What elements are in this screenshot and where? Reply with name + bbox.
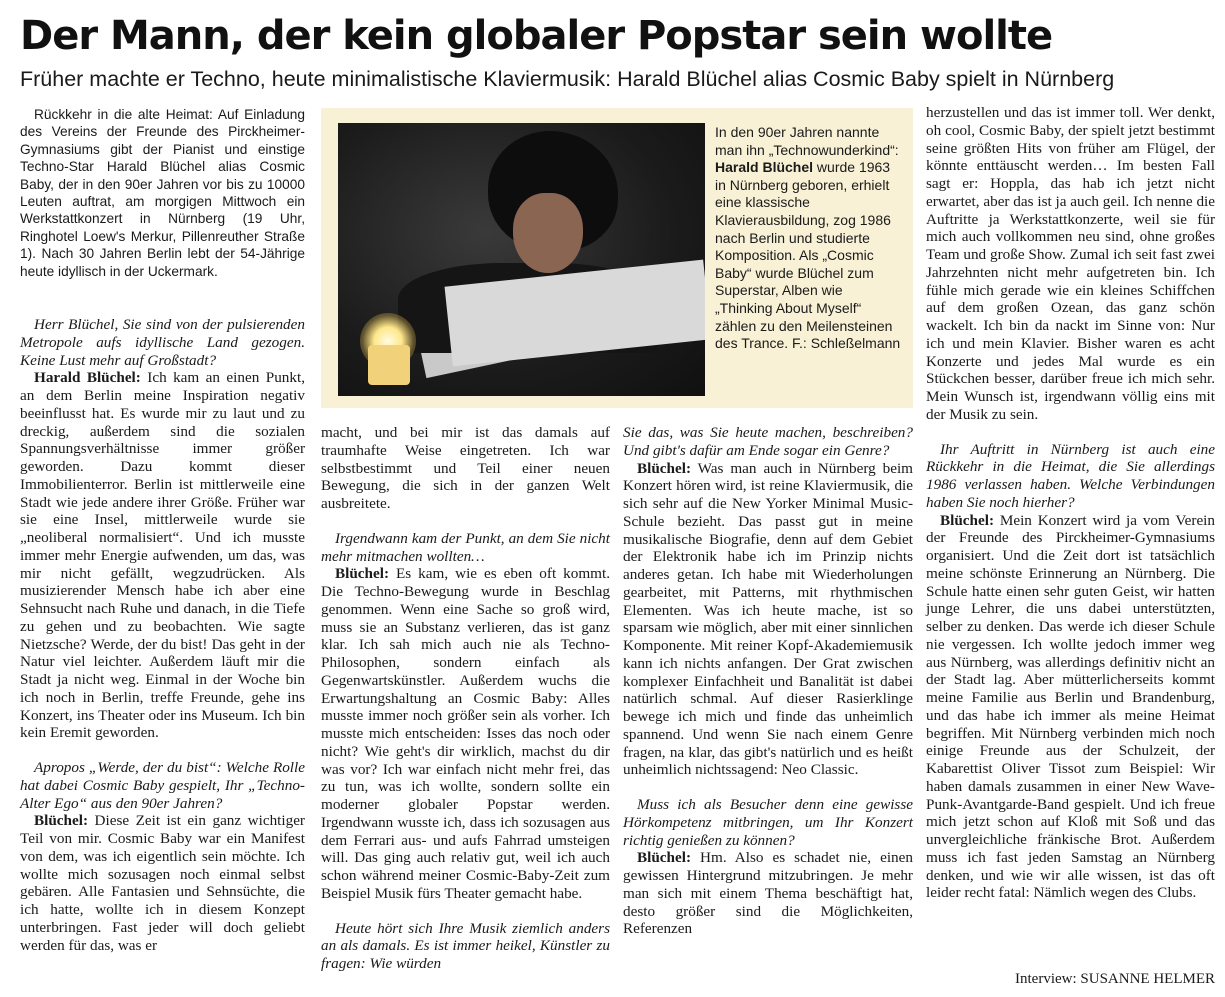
question-3: Irgendwann kam der Punkt, an dem Sie nicht mehr mitmachen wollten… (321, 529, 610, 565)
photo-pianist (338, 123, 705, 396)
caption-name: Harald Blüchel (715, 159, 814, 176)
interview-credit: Interview: SUSANNE HELMER (1015, 971, 1215, 987)
speaker-name: Blüchel: (335, 565, 390, 583)
column-4 (926, 104, 1215, 902)
question-4-continued: Sie das, was Sie heute machen, beschreiben? Und gibt's dafür am Ende sogar ein Genre? (623, 424, 913, 459)
answer-5-continued: herzustellen und das ist immer toll. Wer denkt, oh cool, Cosmic Baby, der spielt jetzt bestimmt seine größten Hits von früher am Flügel, der könnte enttäuscht werden… Im besten Fall sagt er: Hoppla, das hab ich jetzt nicht erwartet, aber das ist ja auch geil. Ich nenne die Auftritte ja Werkstattkonzerte, weil sie für mich auch vollkommen neu sind, ohne großes Team und große Show. Zumal ich seit fast zwei Jahrzehnten nicht mehr aufgetreten bin. Ich fühle mich gerade wie ein kleines Schiffchen auf dem großen Ozean, das ganz schön wackelt. Ich bin da nackt im Sinne von: Nur ich und mein Klavier. Bisher waren es acht Konzerte und jedes Mal wurde es ein Stückchen besser, darüber freue ich mich sehr. Mein Wunsch ist, irgendwann völlig eins mit der Musik zu sein. (926, 104, 1215, 423)
answer-3: Blüchel: Es kam, wie es eben oft kommt. Die Techno-Bewegung wurde in Beschlag genommen. Wenn eine Sache so groß wird, muss sie an Substanz verlieren, das ist ganz klar. Ich sah mich auch nie als Techno-Philosophen, sondern einfach als Gegenwartskünstler. Außerdem wuchs die Erwartungshaltung an Cosmic Baby: Alles musste immer noch größer sein als vorher. Ich musste mich entscheiden: Isses das noch oder nicht? Wie geht's dir wirklich, machst du dir was vor? Ich war einfach nicht mehr frei, das zu tun, was ich wollte, sondern sollte ein moderner globaler Popstar werden. Irgendwann wusste ich, dass ich sozusagen aus dem Ferrari aus- und aufs Fahrrad umsteigen will. Das ging auch relativ gut, weil ich auch schon während meiner Cosmic-Baby-Zeit zum Beispiel Musik fürs Theater gemacht habe. (321, 565, 610, 902)
subheadline: Früher machte er Techno, heute minimalistische Klaviermusik: Harald Blüchel alias Cosmic Baby spielt in Nürnberg (20, 67, 1115, 91)
intro-text (20, 106, 305, 280)
candle-icon (368, 345, 410, 385)
question-4: Heute hört sich Ihre Musik ziemlich anders an als damals. Es ist immer heikel, Künstler zu fragen: Wie würden (321, 919, 610, 972)
answer-1: Harald Blüchel: Ich kam an einen Punkt, an dem Berlin meine Inspiration negativ beeinflusst hat. Es wurde mir zu laut und zu dreckig, außerdem sind die sozialen Spannungsverhältnisse immer größer geworden. Dazu kommt dieser Immobilienterror. Berlin ist mittlerweile eine Stadt wie jede andere ihrer Größe. Früher war sie eine Insel, mittlerweile wurde sie „neoliberal normalisiert“. Und ich musste immer mehr Energie aufwenden, um das, was mir nicht gefällt, wegzudrücken. Als musizierender Mensch habe ich aber eine Sehnsucht nach Ruhe und danach, in die Tiefe zu gehen und zu beobachten. Wie sagte Nietzsche? Werde, der du bist! Das geht in der Natur viel leichter. Außerdem läuft mir die Stadt ja nicht weg. Einmal in der Woche bin ich noch in Berlin, treffe Freunde, gehe ins Konzert, ins Theater oder ins Museum. Ich bin kein Eremit geworden. (20, 369, 305, 742)
photo-caption: In den 90er Jahren nannte man ihn „Technowunderkind“: Harald Blüchel wurde 1963 in Nürnberg geboren, erhielt eine klassische Klavierausbildung, zog 1986 nach Berlin und studierte Komposition. Als „Cosmic Baby“ wurde Blüchel zum Superstar, Alben wie „Thinking About Myself“ zählen zu den Meilensteinen des Trance. F.: Schleßelmann (715, 124, 901, 352)
speaker-name: Blüchel: (637, 459, 692, 477)
speaker-name: Blüchel: (940, 511, 995, 529)
answer-2-continued: macht, und bei mir ist das damals auf traumhafte Weise eingetreten. Ich war selbstbestimmt und Teil einer neuen Bewegung, die sich in der ganzen Welt ausbreitete. (321, 424, 610, 512)
question-1: Herr Blüchel, Sie sind von der pulsierenden Metropole aufs idyllische Land gezogen. Keine Lust mehr auf Großstadt? (20, 316, 305, 369)
column-1 (20, 316, 305, 954)
headline: Der Mann, der kein globaler Popstar sein wollte (20, 13, 1053, 59)
answer-4: Blüchel: Was man auch in Nürnberg beim Konzert hören wird, ist reine Klaviermusik, die sich sehr auf die New Yorker Minimal Music-Schule bezieht. Das passt gut in meine musikalische Biografie, denn auf dem Gebiet der Elektronik habe ich im Prinzip nichts anderes getan. Ich habe mit Wiederholungen gearbeitet, mit Patterns, mit rhythmischen Elementen. Was ich heute mache, ist so sparsam wie möglich, aber mit einer sinnlichen Komponente. Mit reiner Kopf-Akademiemusik kann ich nichts anfangen. Der Grat zwischen komplexer Einfachheit und Banalität ist dabei natürlich schmal. Auf dieser Rasierklinge bewege ich mich und finde das unheimlich spannend. Und wenn Sie nach einem Genre fragen, na klar, das gibt's natürlich und es heißt unheimlich nichtssagend: Neo Classic. (623, 459, 913, 779)
speaker-name: Blüchel: (637, 849, 692, 867)
speaker-name: Blüchel: (34, 812, 89, 830)
question-5: Muss ich als Besucher denn eine gewisse Hörkompetenz mitbringen, um Ihr Konzert richtig genießen zu können? (623, 796, 913, 849)
column-2 (321, 424, 610, 973)
speaker-name: Harald Blüchel: (34, 369, 141, 387)
intro-paragraph: Rückkehr in die alte Heimat: Auf Einladung des Vereins der Freunde des Pirckheimer-Gymnasiums gibt der Pianist und einstige Techno-Star Harald Blüchel alias Cosmic Baby, der in den 90er Jahren vor bis zu 10000 Leuten auftrat, am morgigen Mittwoch ein Werkstattkonzert in Nürnberg (19 Uhr, Ringhotel Loew's Merkur, Pillenreuther Straße 1). Nach 30 Jahren Berlin lebt der 54-Jährige heute idyllisch in der Uckermark. (20, 107, 305, 279)
answer-5: Blüchel: Hm. Also es schadet nie, einen gewissen Hintergrund mitzubringen. Je mehr man sich mit einem Thema beschäftigt hat, desto größer sind die Möglichkeiten, Referenzen (623, 849, 913, 938)
question-6: Ihr Auftritt in Nürnberg ist auch eine Rückkehr in die Heimat, die Sie allerdings 1986 verlassen haben. Welche Verbindungen haben Sie noch hierher? (926, 440, 1215, 511)
question-2: Apropos „Werde, der du bist“: Welche Rolle hat dabei Cosmic Baby gespielt, Ihr „Techno-Alter Ego“ aus den 90er Jahren? (20, 759, 305, 812)
answer-2: Blüchel: Diese Zeit ist ein ganz wichtiger Teil von mir. Cosmic Baby war ein Manifest von dem, was ich eigentlich sein möchte. Ich wollte mich sozusagen noch einmal selbst gebären. Alle Fantasien und Sehnsüchte, die ich hatte, wollte ich in diesem Konzept unterbringen. Fast jeder will doch geliebt werden für das, was er (20, 812, 305, 954)
column-3 (623, 424, 913, 938)
photo-box (321, 108, 913, 408)
answer-6: Blüchel: Mein Konzert wird ja vom Verein der Freunde des Pirckheimer-Gymnasiums organisiert. Und die Zeit dort ist tatsächlich meine schönste Erinnerung an Nürnberg. Die Schule hatte einen sehr guten Geist, wir hatten junge Lehrer, die uns dabei unterstützten, selber zu denken. Das werde ich dieser Schule nie vergessen. Ich wollte jedoch immer weg aus Nürnberg, was allerdings definitiv nicht an der Stadt lag. Aber mütterlicherseits kommt meine Familie aus Berlin und Brandenburg, und das habe ich immer als meine Heimat begriffen. Mit Nürnberg verbinden mich noch einige Freunde aus der Schulzeit, der Kabarettist Oliver Tissot zum Beispiel: Wir haben damals zusammen in einer New Wave-Punk-Avantgarde-Band gespielt. Und ich freue mich jetzt schon auf Kloß mit Soß und das unvergleichliche fränkische Brot. Außerdem muss ich fast jeden Samstag an Nürnberg denken, und wie wir alle wissen, ist das oft leider recht fatal: Nämlich wegen des Clubs. (926, 511, 1215, 902)
